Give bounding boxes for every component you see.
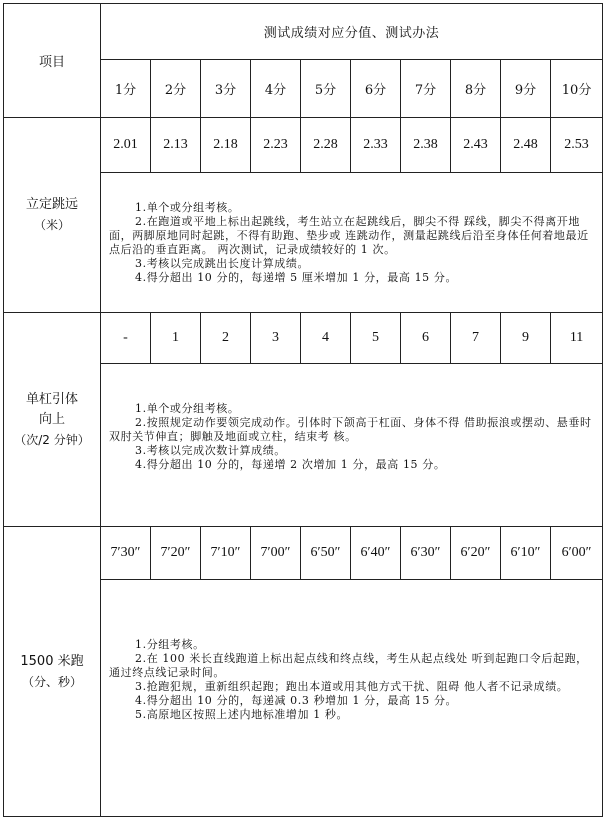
pull-up-values-row: [4, 313, 603, 364]
item-name-line: 1500 米跑: [20, 653, 84, 669]
value-cell: 7′30″: [101, 527, 151, 580]
value-cell: 11: [551, 313, 603, 364]
run-1500-method: [101, 580, 603, 817]
method-line: 1.单个或分组考核。: [135, 200, 240, 214]
value-cell: 2.33: [351, 118, 401, 173]
value-cell: 2.53: [551, 118, 603, 173]
method-line: 5.高原地区按照上述内地标准增加 1 秒。: [135, 708, 349, 721]
score-header: 6分: [351, 60, 401, 118]
method-line: 3.考核以完成跳出长度计算成绩。: [135, 256, 310, 270]
item-name-pull-up: [4, 313, 101, 527]
method-line: 4.得分超出 10 分的，每递减 0.3 秒增加 1 分，最高 15 分。: [135, 694, 458, 707]
value-cell: 7′10″: [201, 527, 251, 580]
method-line: 1.单个或分组考核。: [135, 402, 240, 415]
score-standard-sheet: [3, 3, 602, 816]
item-name-line: 单杠引体: [25, 391, 78, 407]
score-header: 7分: [401, 60, 451, 118]
value-cell: 6′20″: [451, 527, 501, 580]
value-cell: 2.01: [101, 118, 151, 173]
value-cell: 6′50″: [301, 527, 351, 580]
value-cell: 3: [251, 313, 301, 364]
standing-jump-method: [101, 173, 603, 313]
score-header: 4分: [251, 60, 301, 118]
value-cell: 2.43: [451, 118, 501, 173]
item-name-line: 立定跳远: [25, 197, 78, 212]
method-line: 3.考核以完成次数计算成绩。: [135, 444, 286, 457]
value-cell: 9: [501, 313, 551, 364]
value-cell: 1: [151, 313, 201, 364]
item-column-header: 项目: [4, 4, 101, 118]
value-cell: 4: [301, 313, 351, 364]
header-row: [4, 4, 603, 60]
method-line: 2.在 100 米长直线跑道上标出起点线和终点线，考生从起点线处 听到起跑口令后起跑，通过终点线记录时间。: [109, 652, 588, 679]
value-cell: 7′00″: [251, 527, 301, 580]
item-unit: （米）: [33, 218, 70, 232]
value-cell: 2.13: [151, 118, 201, 173]
value-cell: 7: [451, 313, 501, 364]
score-header: 8分: [451, 60, 501, 118]
value-cell: 6′00″: [551, 527, 603, 580]
value-cell: 7′20″: [151, 527, 201, 580]
item-unit: （次/2 分钟）: [14, 432, 90, 447]
item-name-line: 向上: [38, 411, 65, 427]
item-name-run-1500: [4, 527, 101, 817]
value-cell: 2.48: [501, 118, 551, 173]
score-header: 5分: [301, 60, 351, 118]
score-header: 2分: [151, 60, 201, 118]
score-header: 10分: [551, 60, 603, 118]
score-header: 1分: [101, 60, 151, 118]
method-line: 2.按照规定动作要领完成动作。引体时下颌高于杠面、身体不得 借助振浪或摆动、悬垂时双肘关节伸直；脚触及地面或立柱，结束考 核。: [109, 416, 592, 443]
value-cell: -: [101, 313, 151, 364]
score-header: 3分: [201, 60, 251, 118]
method-line: 3.抢跑犯规，重新组织起跑；跑出本道或用其他方式干扰、阻碍 他人者不记录成绩。: [135, 680, 569, 693]
value-cell: 2.18: [201, 118, 251, 173]
score-header: 9分: [501, 60, 551, 118]
value-cell: 2.38: [401, 118, 451, 173]
pull-up-method: [101, 364, 603, 527]
method-line: 4.得分超出 10 分的，每递增 5 厘米增加 1 分，最高 15 分。: [135, 270, 458, 284]
table-title: 测试成绩对应分值、测试办法: [101, 4, 603, 60]
value-cell: 6′10″: [501, 527, 551, 580]
value-cell: 6′30″: [401, 527, 451, 580]
value-cell: 6: [401, 313, 451, 364]
value-cell: 5: [351, 313, 401, 364]
value-cell: 2: [201, 313, 251, 364]
standing-jump-values-row: [4, 118, 603, 173]
value-cell: 6′40″: [351, 527, 401, 580]
method-line: 1.分组考核。: [135, 638, 205, 651]
score-table: [3, 3, 603, 817]
value-cell: 2.23: [251, 118, 301, 173]
item-unit: （分、秒）: [21, 674, 82, 689]
run-1500-values-row: [4, 527, 603, 580]
method-line: 2.在跑道或平地上标出起跳线，考生站立在起跳线后，脚尖不得 踩线，脚尖不得离开地面，两脚原地同时起跳，不得有助跑、垫步或 连跳动作，测量起跳线后沿至身体任何着地最近点后沿的垂直距离。 两次测试，记录成绩较好的 1 次。: [109, 214, 589, 256]
value-cell: 2.28: [301, 118, 351, 173]
item-name-standing-jump: [4, 118, 101, 313]
method-line: 4.得分超出 10 分的，每递增 2 次增加 1 分，最高 15 分。: [135, 458, 446, 471]
